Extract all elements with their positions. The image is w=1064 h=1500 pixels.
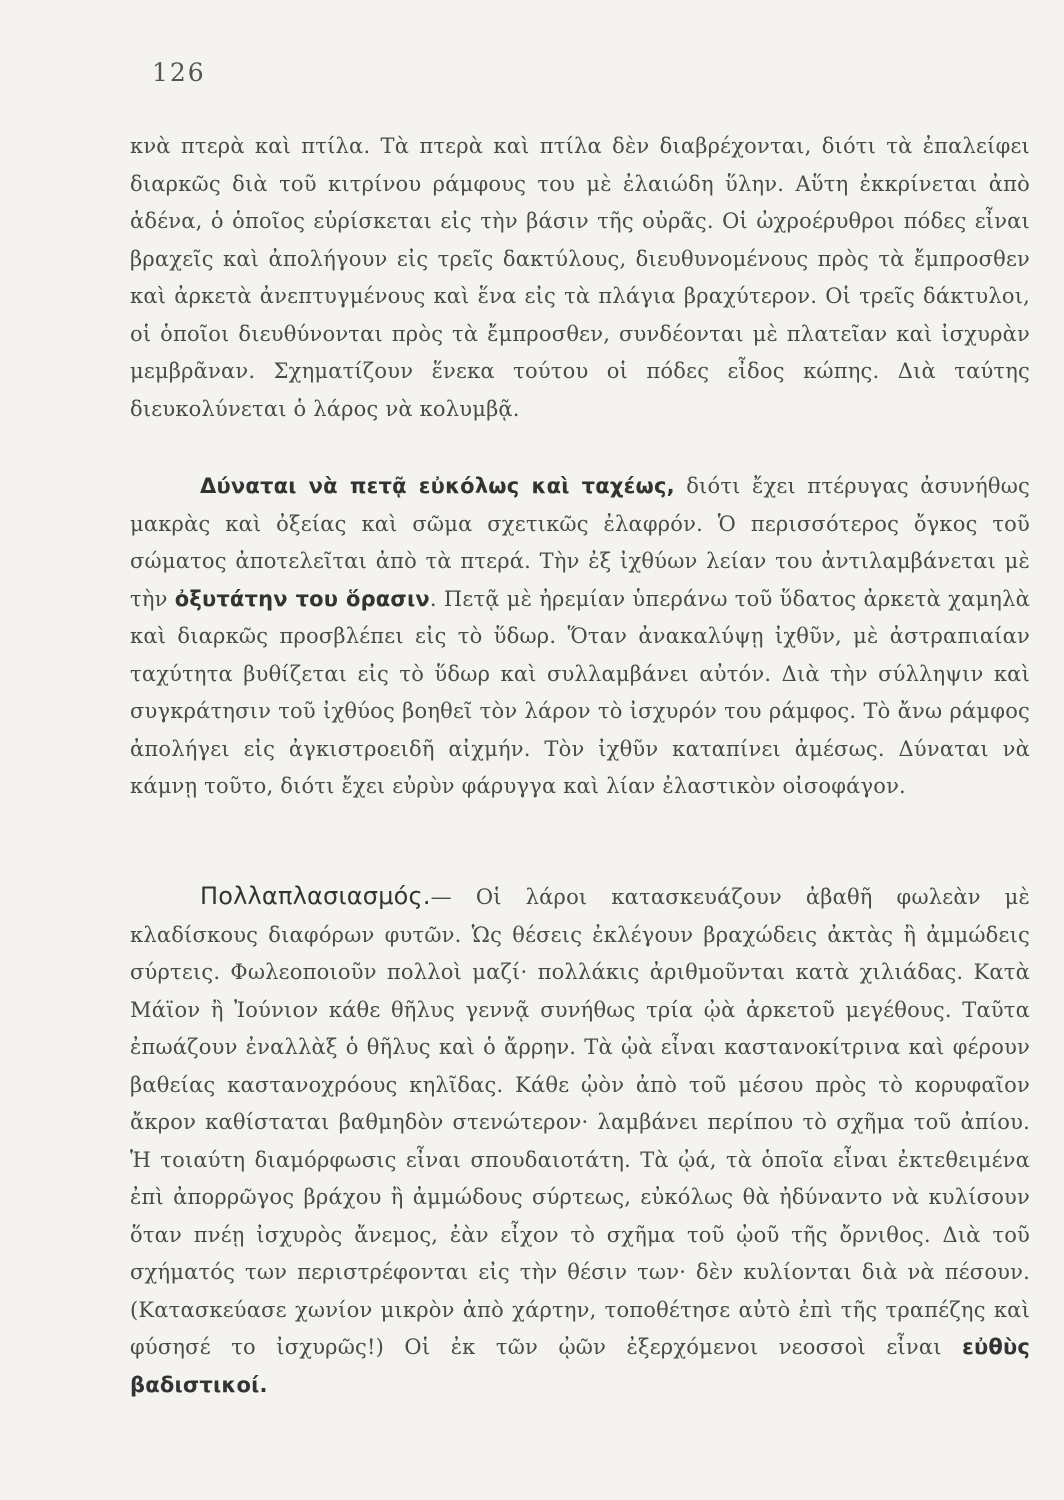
bold-lead-phrase: Δύναται νὰ πετᾷ εὐκόλως καὶ ταχέως, [200,474,675,498]
paragraph-text: κνὰ πτερὰ καὶ πτίλα. Τὰ πτερὰ καὶ πτίλα δὲν διαβρέχονται, διότι τὰ ἐπαλείφει διαρκῶς διὰ τοῦ κιτρίνου ράμφους του μὲ ἐλαιώδη ὕλην. Αὕτη ἐκκρίνεται ἀπὸ ἀδένα, ὁ ὁποῖος εὑρίσκεται εἰς τὴν βάσιν τῆς οὐρᾶς. Οἱ ὠχροέρυθροι πόδες εἶναι βραχεῖς καὶ ἀπολήγουν εἰς τρεῖς δακτύλους, διευθυνομένους πρὸς τὰ ἔμπροσθεν καὶ ἀρκετὰ ἀνεπτυγμένους καὶ ἕνα εἰς τὰ πλάγια βραχύτερον. Οἱ τρεῖς δάκτυλοι, οἱ ὁποῖοι διευθύνονται πρὸς τὰ ἔμπροσθεν, συνδέονται μὲ πλατεῖαν καὶ ἰσχυρὰν μεμβρᾶναν. Σχηματίζουν ἕνεκα τούτου οἱ πόδες εἶδος κώπης. Διὰ ταύτης διευκολύνεται ὁ λάρος νὰ κολυμβᾷ. [130,134,1030,421]
bold-inline-phrase: ὀξυτάτην του ὅρασιν [174,586,430,611]
paragraph-text: — Οἱ λάροι κατασκευάζουν ἀβαθῆ φωλεὰν μὲ κλαδίσκους διαφόρων φυτῶν. Ὡς θέσεις ἐκλέγουν βραχώδεις ἀκτὰς ἢ ἀμμώδεις σύρτεις. Φωλεοποιοῦν πολλοὶ μαζί· πολλάκις ἀριθμοῦνται κατὰ χιλιάδας. Κατὰ Μάϊον ἢ Ἰούνιον κάθε θῆλυς γεννᾷ συνήθως τρία ᾠὰ ἀρκετοῦ μεγέθους. Ταῦτα ἐπωάζουν ἐναλλὰξ ὁ θῆλυς καὶ ὁ ἄρρην. Τὰ ᾠὰ εἶναι καστανοκίτρινα καὶ φέρουν βαθείας καστανοχρόους κηλῖδας. Κάθε ᾠὸν ἀπὸ τοῦ μέσου πρὸς τὸ κορυφαῖον ἄκρον καθίσταται βαθμηδὸν στενώτερον· λαμβάνει περίπου τὸ σχῆμα τοῦ ἀπίου. Ἡ τοιαύτη διαμόρφωσις εἶναι σπουδαιοτάτη. Τὰ ᾠά, τὰ ὁποῖα εἶναι ἐκτεθειμένα ἐπὶ ἀπορρῶγος βράχου ἢ ἀμμώδους σύρτεως, εὐκόλως θὰ ἠδύναντο νὰ κυλίσουν ὅταν πνέῃ ἰσχυρὸς ἄνεμος, ἐὰν εἶχον τὸ σχῆμα τοῦ ᾠοῦ τῆς ὄρνιθος. Διὰ τοῦ σχήματός των περιστρέφονται εἰς τὴν θέσιν των· δὲν κυλίονται διὰ νὰ πέσουν. (Κατασκεύασε χωνίον μικρὸν ἀπὸ χάρτην, τοποθέτησε αὐτὸ ἐπὶ τῆς τραπέζης καὶ φύσησέ το ἰσχυρῶς!) Οἱ ἐκ τῶν ᾠῶν ἐξερχόμενοι νεοσσοὶ εἶναι [130,885,1030,1359]
paragraph-anatomy [130,128,1030,428]
page-number: 126 [152,58,206,87]
paragraph-reproduction [130,878,1030,1404]
paragraph-text: διότι ἔχει πτέρυγας ἀσυνήθως μακρὰς καὶ ὀξείας καὶ σῶμα σχετικῶς ἐλαφρόν. Ὁ περισσότερος ὄγκος τοῦ σώματος ἀποτελεῖται ἀπὸ τὰ πτερά. Τὴν ἐξ ἰχθύων λείαν του ἀντιλαμβάνεται μὲ τὴν [130,474,1030,611]
paragraph-flight [130,468,1030,806]
bold-inline-phrase: εὐθὺς βαδιστικοί. [130,1335,1030,1397]
paragraph-text: . Πετᾷ μὲ ἠρεμίαν ὑπεράνω τοῦ ὕδατος ἀρκετὰ χαμηλὰ καὶ διαρκῶς προσβλέπει εἰς τὸ ὕδωρ. Ὅταν ἀνακαλύψῃ ἰχθῦν, μὲ ἀστραπιαίαν ταχύτητα βυθίζεται εἰς τὸ ὕδωρ καὶ συλλαμβάνει αὐτόν. Διὰ τὴν σύλληψιν καὶ συγκράτησιν τοῦ ἰχθύος βοηθεῖ τὸν λάρον τὸ ἰσχυρόν του ράμφος. Τὸ ἄνω ράμφος ἀπολήγει εἰς ἀγκιστροειδῆ αἰχμήν. Τὸν ἰχθῦν καταπίνει ἀμέσως. Δύναται νὰ κάμνῃ τοῦτο, διότι ἔχει εὐρὺν φάρυγγα καὶ λίαν ἐλαστικὸν οἰσοφάγον. [130,586,1030,798]
section-heading: Πολλαπλασιασμός. [200,882,431,910]
